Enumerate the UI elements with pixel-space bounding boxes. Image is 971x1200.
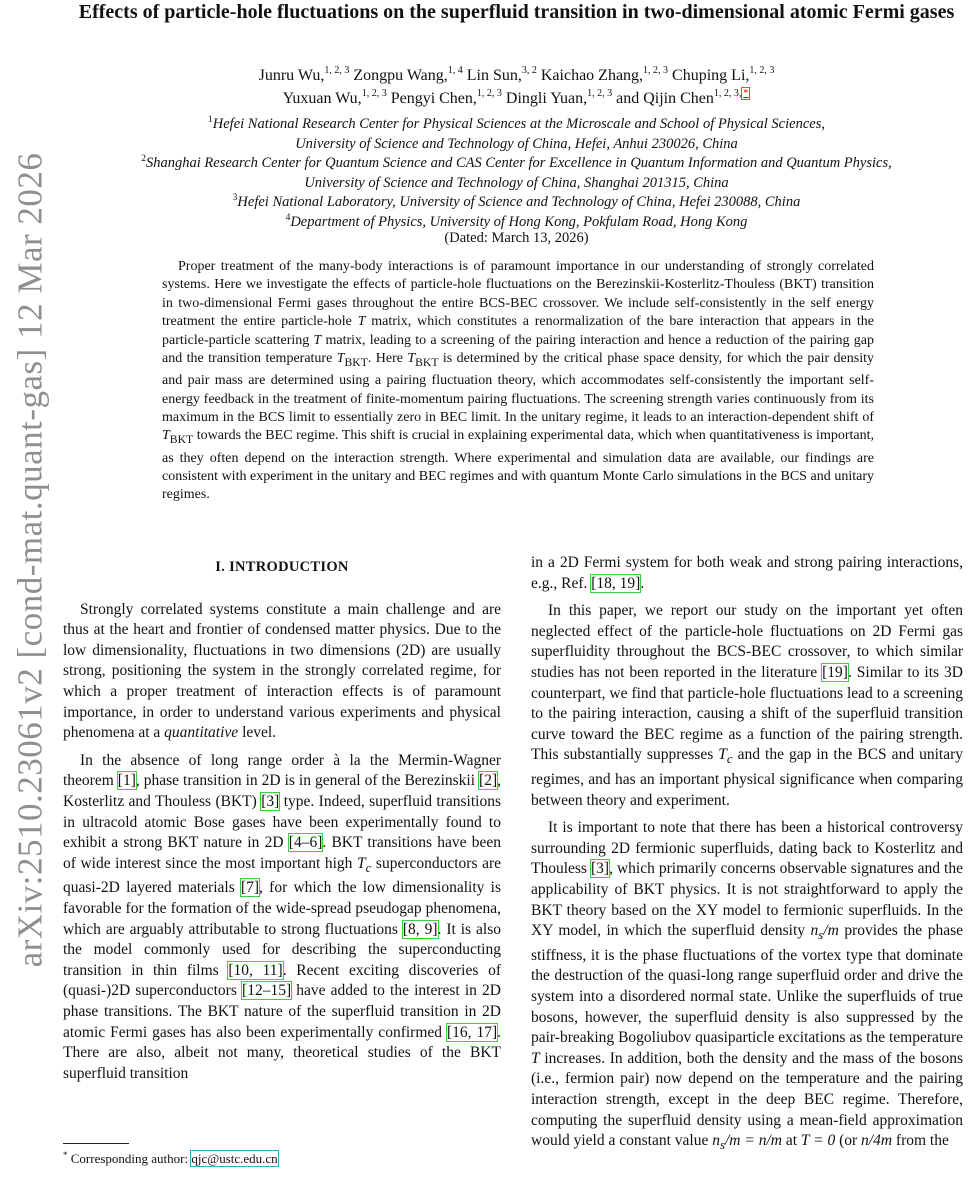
section-heading-introduction: I. INTRODUCTION xyxy=(215,559,349,575)
affiliation: $^1$Hefei National Research Center for Physical Sciences at the Microscale and School of Physical Sciences, xyxy=(208,115,825,132)
citation-link[interactable]: [1] xyxy=(117,772,136,790)
math-equation: T = 0 xyxy=(800,1132,836,1150)
paragraph-continued: in a 2D Fermi system for both weak and strong pairing interactions, e.g., Ref. [18, 19]. xyxy=(531,554,963,592)
math-T: T xyxy=(531,1049,540,1067)
citation-link[interactable]: [8, 9] xyxy=(402,920,438,938)
arxiv-stamp-text: arXiv:2510.23061v2 [cond-mat.quant-gas] 12 Mar 2026 xyxy=(10,152,49,968)
citation-link[interactable]: [12–15] xyxy=(242,982,292,1000)
dated-line: (Dated: March 13, 2026) xyxy=(444,230,589,246)
footnote: * Corresponding author: qjc@ustc.edu.cn xyxy=(63,1150,278,1166)
right-column xyxy=(531,553,963,1163)
citation-link[interactable]: [10, 11] xyxy=(228,961,283,979)
email-link[interactable]: qjc@ustc.edu.cn xyxy=(191,1151,278,1166)
author: Pengyi Chen,$^{1, 2, 3}$ xyxy=(390,88,502,107)
corresponding-author-link[interactable]: * xyxy=(743,88,749,99)
paragraph: In this paper, we report our study on the important yet often neglected effect of the particle-hole fluctuations on 2D Fermi gas superfluidity throughout the BCS-BEC crossover, to which similar studies has not been reported in the literature [19]. Similar to its 3D counterpart, we find that particle-hole fluctuations lead to a screening to the pairing interaction, causing a shift of the superfluid transition curve toward the BEC regime as a function of the pairing strength. This substantially suppresses $T_c$ and the gap in the BCS and unitary regimes, and has an important physical significance when comparing between theory and experiment. xyxy=(531,602,963,809)
citation-link[interactable]: [2] xyxy=(479,772,498,790)
affiliation: $^4$Department of Physics, University of Hong Kong, Pokfulam Road, Hong Kong xyxy=(285,212,748,230)
math-T: T xyxy=(313,332,322,348)
affiliation-continued: University of Science and Technology of China, Shanghai 201315, China xyxy=(304,174,729,191)
citation-link[interactable]: [3] xyxy=(590,860,610,878)
paragraph: Strongly correlated systems constitute a main challenge and are thus at the heart and frontier of condensed matter physics. Due to the low dimensionality, fluctuations in two dimensions (2D) are usually strong, positioning the system in the strongly correlated regime, for which a proper treatment of interaction effects is of paramount importance, in order to understand various experiments and physical phenomena at a quantitative level. xyxy=(63,600,501,742)
math-equation: $n_s/m = n/m$ xyxy=(712,1132,782,1153)
math-Tc: $T_c$ xyxy=(356,854,372,875)
author: Yuxuan Wu,$^{1, 2, 3}$ xyxy=(282,88,387,107)
citation-link[interactable]: [4–6] xyxy=(288,834,323,852)
author: Junru Wu,$^{1, 2, 3}$ xyxy=(258,65,350,84)
author: Chuping Li,$^{1, 2, 3}$ xyxy=(672,65,775,84)
math-equation: n/4m xyxy=(861,1132,893,1150)
author: Dingli Yuan,$^{1, 2, 3}$ xyxy=(505,88,613,107)
paper-title: Effects of particle-hole fluctuations on the superfluid transition in two-dimensional atomic Fermi gases xyxy=(78,1,955,23)
math-T-BKT: $T_{BKT}$ xyxy=(407,351,439,369)
author: Kaichao Zhang,$^{1, 2, 3}$ xyxy=(540,65,669,84)
author: and Qijin Chen$^{1, 2, 3, *}$ xyxy=(616,88,749,107)
math-superfluid-density: $n_s/m$ xyxy=(810,922,839,943)
math-T-BKT: $T_{BKT}$ xyxy=(336,351,368,369)
abstract: Proper treatment of the many-body interactions is of paramount importance in our understanding of strongly correlated systems. Here we investigate the effects of particle-hole fluctuations on the Berezinskii-Kosterlitz-Thouless (BKT) transition in two-dimensional Fermi gases throughout the entire BCS-BEC crossover. We include self-consistently in the self energy treatment the entire particle-hole T matrix, which constitutes a renormalization of the bare interaction that appears in the particle-particle scattering T matrix, leading to a screening of the pairing interaction and hence a reduction of the pairing gap and the transition temperature $T_{BKT}$. Here $T_{BKT}$ is determined by the critical phase space density, for which the pair density and pair mass are determined using a pairing fluctuation theory, which accommodates self-consistently the important self-energy feedback in the treatment of finite-momentum pairing fluctuations. The screening strength varies continuously from its maximum in the BCS limit to essentially zero in BEC limit. In the unitary regime, it leads to an interaction-dependent shift of $T_{BKT}$ towards the BEC regime. This shift is crucial in explaining experimental data, which when quantitativeness is important, as they often depend on the interaction strength. Where experimental and simulation data are available, our findings are consistent with experiment in the unitary and BEC regimes and with quantum Monte Carlo simulations in the BCS and unitary regimes. xyxy=(162,259,874,503)
affiliation: $^3$Hefei National Laboratory, University of Science and Technology of China, Hefei 230088, China xyxy=(232,193,801,210)
citation-link[interactable]: [7] xyxy=(240,879,260,897)
citation-link[interactable]: [18, 19] xyxy=(591,574,641,592)
author: Lin Sun,$^{3, 2}$ xyxy=(466,65,537,84)
author: Zongpu Wang,$^{1, 4}$ xyxy=(353,65,463,84)
arxiv-identifier-stamp xyxy=(0,110,60,1010)
affiliation-list xyxy=(70,115,963,232)
citation-link[interactable]: [19] xyxy=(822,663,848,681)
math-T-BKT: $T_{BKT}$ xyxy=(162,428,194,447)
footnote-divider xyxy=(63,1143,129,1144)
author-list xyxy=(120,64,913,110)
math-T: T xyxy=(357,314,366,330)
citation-link[interactable]: [3] xyxy=(261,792,280,810)
math-Tc: $T_c$ xyxy=(718,746,733,767)
left-column xyxy=(63,555,501,1091)
affiliation: $^2$Shanghai Research Center for Quantum Science and CAS Center for Excellence in Quantum Information and Quantum Physics, xyxy=(141,154,892,171)
affiliation-continued: University of Science and Technology of China, Hefei, Anhui 230026, China xyxy=(295,135,738,152)
paragraph: It is important to note that there has been a historical controversy surrounding 2D fermionic superfluids, dating back to Kosterlitz and Thouless [3], which primarily concerns observable signatures and the applicability of BKT physics. It is not straightforward to apply the BKT theory based on the XY model to fermionic superfluids. In the XY model, in which the superfluid density $n_s/m$ provides the phase stiffness, it is the phase fluctuations of the vortex type that dominate the destruction of the quasi-long range superfluid order and drive the system into a disordered normal state. Unlike the superfluids of true bosons, however, the superfluid density is also suppressed by the pair-breaking Bogoliubov quasiparticle excitations as the temperature T increases. In addition, both the density and the mass of the bosons (i.e., fermion pair) now depend on the temperature and the pairing interaction strength, except in the deep BEC regime. Therefore, computing the superfluid density using a mean-field approximation would yield a constant value $n_s/m = n/m$ at T = 0 (or n/4m from the xyxy=(531,819,963,1153)
citation-link[interactable]: [16, 17] xyxy=(446,1023,498,1041)
paragraph: In the absence of long range order à la the Mermin-Wagner theorem [1], phase transition in 2D is in general of the Berezinskii [2], Kosterlitz and Thouless (BKT) [3] type. Indeed, superfluid transitions in ultracold atomic Bose gases have been experimentally found to exhibit a strong BKT nature in 2D [4–6]. BKT transitions have been of wide interest since the most important high $T_c$ superconductors are quasi-2D layered materials [7], for which the low dimensionality is favorable for the formation of the wide-spread pseudogap phenomena, which are arguably attributable to strong fluctuations [8, 9]. It is also the model commonly used for describing the superconducting transition in thin films [10, 11]. Recent exciting discoveries of (quasi-)2D superconductors [12–15] have added to the interest in 2D phase transitions. The BKT nature of the superfluid transition in 2D atomic Fermi gases has also been experimentally confirmed [16, 17]. There are also, albeit not many, theoretical studies of the BKT superfluid transition xyxy=(63,751,502,1082)
